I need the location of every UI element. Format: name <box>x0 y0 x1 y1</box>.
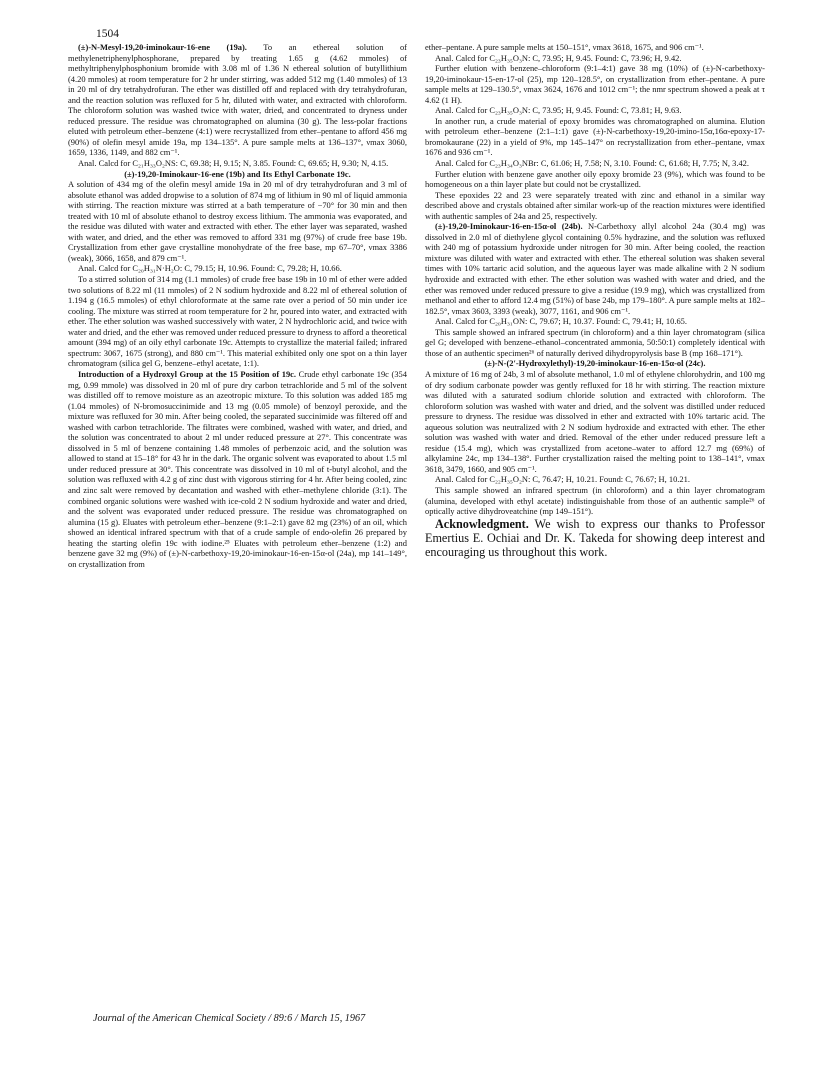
paragraph <box>425 316 765 327</box>
paragraph <box>68 179 407 263</box>
paragraph-text: To a stirred solution of 314 mg (1.1 mmoles) of crude free base 19b in 10 ml of ether were added two solutions of 8.22 ml (11 mmoles) of 2 N sodium hydroxide and 8.22 ml of ethereal solution of 1.194 g (16.5 mmoles) of ethyl chloroformate at the same rate over a period of 50 min under ice cooling. The mixture was stirred at room temperature for 2 hr, poured into water, and extracted with ether. The ether solution was washed successively with water, 2 N hydrochloric acid, and twice with water and dried, and the ether was removed under reduced pressure to dryness to afford a theoretical amount (394 mg) of an oily ethyl carbonate 19c. Attempts to crystallize the material failed; infrared spectrum: 3067, 1675 (strong), and 880 cm⁻¹. This material exhibited only one spot on a thin layer chromatogram (silica gel G, benzene–ethyl acetate, 1:1). <box>68 274 407 369</box>
paragraph <box>425 116 765 158</box>
paragraph <box>68 369 407 569</box>
paragraph-text: Anal. Calcd for C₂₂H₃₅O₂N: C, 76.47; H, 10.21. Found: C, 76.67; H, 10.21. <box>435 474 690 485</box>
paragraph-text: Anal. Calcd for C₂₀H₃₁ON: C, 79.67; H, 10.37. Found: C, 79.41; H, 10.65. <box>435 316 687 327</box>
paragraph <box>425 42 765 53</box>
paragraph-heading: Introduction of a Hydroxyl Group at the 15 Position of 19c. <box>78 368 297 379</box>
paragraph <box>68 42 407 158</box>
paragraph-text: Further elution with benzene–chloroform (9:1–4:1) gave 38 mg (10%) of (±)-N-carbethoxy-19,20-iminokaur-15-en-17-ol (25), mp 120–128.5°, on crystallization from ether–pentane. A pure sample melts at 129–130.5°, νmax 3624, 1676 and 1012 cm⁻¹; the nmr spectrum showed a peak at τ 4.62 (1 H). <box>425 63 765 105</box>
paragraph-text: N-Carbethoxy allyl alcohol 24a (30.4 mg) was dissolved in 2.0 ml of diethylene glycol containing 0.5% hydrazine, and the solution was refluxed with 240 mg of potassium hydroxide under nitrogen for 30 min. After being cooled, the reaction mixture was diluted with water and extracted with ether. The ethereal solution was shaken several times with 10% tartaric acid solution, and the aqueous layer was made alkaline with 2 N sodium hydroxide and extracted with ether. The ether solution was washed with water and dried, and the ether was removed under reduced pressure to give a residue (19.9 mg), which was crystallized from methanol and ether to afford 12.4 mg (51%) of base 24b, mp 179–180°. A pure sample melts at 182–182.5°, νmax 3603, 3393 (weak), 3077, 1161, and 906 cm⁻¹. <box>425 221 766 316</box>
paragraph-heading: (±)-19,20-Iminokaur-16-ene (19b) and Its Ethyl Carbonate 19c. <box>124 168 351 179</box>
paragraph-text: A mixture of 16 mg of 24b, 3 ml of absolute methanol, 1.0 ml of ethylene chlorohydrin, and 100 mg of dry sodium carbonate powder was gently refluxed for 18 hr with stirring. The reaction mixture was diluted with a saturated sodium chloride solution and extracted with chloroform. The chloroform solution was washed with water and dried, and the solvent was distilled under reduced pressure to dryness. The residue was dissolved in ether and extracted with 10% tartaric acid. The aqueous solution was neutralized with 2 N sodium hydroxide and extracted with ether. The ether solution was washed with water and dried. Removal of the ether under reduced pressure left a residue (15.4 mg), which was crystallized from acetone–water to afford 12.7 mg (69%) of alkylamine 24c, mp 134–138°. Further crystallization raised the melting point to 138–141°, νmax 3618, 3479, 1660, and 905 cm⁻¹. <box>425 368 765 474</box>
paragraph <box>425 53 765 64</box>
paragraph <box>425 158 765 169</box>
paragraph-text: These epoxides 22 and 23 were separately treated with zinc and ethanol in a similar way described above and crystals obtained after similar work-up of the reaction mixtures were identified with authentic samples of 24a and 25, respectively. <box>425 189 765 221</box>
paragraph-text: Anal. Calcd for C₂₃H₃₅O₃N: C, 73.95; H, 9.45. Found: C, 73.81; H, 9.63. <box>435 105 682 116</box>
paragraph-text: Anal. Calcd for C₂₁H₃₃O₂NS: C, 69.38; H, 9.15; N, 3.85. Found: C, 69.65; H, 9.30; N, 4.15. <box>78 158 389 169</box>
paragraph <box>425 169 765 190</box>
paragraph <box>425 190 765 222</box>
paragraph-text: In another run, a crude material of epoxy bromides was chromatographed on alumina. Elution with petroleum ether–benzene (2:1–1:1) gave (±)-N-carbethoxy-19,20-imino-15α,16α-epoxy-17-bromokaurane (22) in a yield of 9%, mp 145–147° on recrystallization from ether–pentane, νmax 1676 and 936 cm⁻¹. <box>425 115 765 158</box>
paragraph-text: A solution of 434 mg of the olefin mesyl amide 19a in 20 ml of dry tetrahydrofuran and 3 ml of absolute ethanol was added dropwise to a solution of 874 mg of lithium in 90 ml of liquid ammonia with stirring. The reaction mixture was stirred at a bath temperature of −70° for 30 min and then treated with 10 ml of absolute ethanol to destroy excess lithium. The ammonia was evaporated, and the residue was diluted with water and extracted with ether. The ether layer was separated, washed with water, and dried, and the ether was removed to afford 331 mg (97%) of crude free base 19b. Crystallization from ether gave crystalline monohydrate of the free base, mp 67–70°, νmax 3386 (weak), 3066, 1658, and 879 cm⁻¹. <box>68 179 407 263</box>
paragraph-text: This sample showed an infrared spectrum (in chloroform) and a thin layer chromatogram (alumina, developed with ethyl acetate) indistinguishable from those of an authentic sample²⁶ of optically active dihydroveatchine (mp 149–151°). <box>425 484 765 517</box>
paragraph <box>68 274 407 369</box>
paragraph <box>425 105 765 116</box>
left-column <box>68 42 407 569</box>
paragraph-text: Anal. Calcd for C₂₃H₃₄O₃NBr: C, 61.06; H, 7.58; N, 3.10. Found: C, 61.68; H, 7.75; N, 3.42. <box>435 158 750 169</box>
paragraph-text: Crude ethyl carbonate 19c (354 mg, 0.99 mmole) was dissolved in 20 ml of pure dry carbon tetrachloride and 5 ml of the solvent was distilled off to remove moisture as an azeotropic mixture. To this solution was added 185 mg (1.04 mmoles) of N-bromosuccinimide and 13 mg (0.05 mmole) of benzoyl peroxide, and the mixture was refluxed for 30 min. After being cooled, the separated succinimide was filtered off and washed with carbon tetrachloride. The filtrates were combined, washed with water, and dried, and the solution was concentrated to about 2 ml under reduced pressure at 27°. This concentrate was dissolved in 5 ml of benzene containing 1.48 mmoles of perbenzoic acid, and the solution was allowed to stand at 15–18° for 43 hr in the dark. The organic solvent was evaporated to about 1.5 ml under reduced pressure at 30°. This concentrate was dissolved in 10 ml of t-butyl alcohol, and the solution was refluxed with 4.2 g of zinc dust with vigorous stirring for 4 hr. After being cooled, zinc and zinc salt were removed by decantation and washed with ether–methylene chloride (3:1). The combined organic solutions were washed with ice-cold 2 N sodium hydroxide and water and dried, and the solvent was evaporated under reduced pressure. The residue was chromatographed on alumina (15 g). Eluates with petroleum ether–benzene (9:1–2:1) gave 82 mg (23%) of an oil, which showed an identical infrared spectrum with that of a crude sample of endo-olefin 26 prepared by heating the starting olefin 19c with iodine.²⁵ Eluates with petroleum ether–benzene (1:2) and benzene gave 32 mg (9%) of (±)-N-carbethoxy-19,20-iminokaur-16-en-15α-ol (24a), mp 141–149°, on crystallization from <box>68 368 407 569</box>
paragraph-text: Further elution with benzene gave another oily epoxy bromide 23 (9%), which was found to be homogeneous on a thin layer plate but could not be crystallized. <box>425 168 765 190</box>
paragraph-text: To an ethereal solution of methylenetriphenylphosphorane, prepared by treating 1.65 g (4.62 mmoles) of methyltriphenylphosphonium bromide with 3.08 ml of 1.36 N ethereal solution of butyllithium (4.20 mmoles) at room temperature for 2 hr under stirring, was added 512 mg (1.40 mmoles) of 13 in 20 ml of dry tetrahydrofuran. The ether was distilled off and replaced with dry tetrahydrofuran, and the reaction solution was refluxed for 5 hr, diluted with water, and extracted with chloroform. The chloroform solution was washed twice with water, dried, and concentrated to dryness under reduced pressure. The residue was chromatographed on alumina (30 g). The less-polar fractions eluted with petroleum ether–benzene (4:1) were recrystallized from ether–pentane to afford 456 mg (90%) of olefin mesyl amide 19a, mp 134–135°. A pure sample melts at 136–137°, νmax 3060, 1659, 1336, 1149, and 882 cm⁻¹. <box>68 42 407 158</box>
paragraph-text: Anal. Calcd for C₂₃H₃₅O₃N: C, 73.95; H, 9.45. Found: C, 73.96; H, 9.42. <box>435 52 682 63</box>
acknowledgment <box>425 517 765 559</box>
paragraph <box>68 263 407 274</box>
paragraph <box>425 63 765 105</box>
paragraph-heading: (±)-N-(2′-Hydroxylethyl)-19,20-iminokaur-16-en-15α-ol (24c). <box>484 358 706 369</box>
paragraph-text: ether–pentane. A pure sample melts at 150–151°, νmax 3618, 1675, and 906 cm⁻¹. <box>425 42 704 52</box>
acknowledgment-text: We wish to express our thanks to Professor Emertius E. Ochiai and Dr. K. Takeda for showing deep interest and encouraging us throughout this work. <box>425 516 765 559</box>
paragraph-heading: (±)-N-Mesyl-19,20-iminokaur-16-ene (19a). <box>78 42 247 52</box>
paragraph-text: Anal. Calcd for C₂₀H₃₁N·H₂O: C, 79.15; H, 10.96. Found: C, 79.28; H, 10.66. <box>78 263 342 274</box>
journal-footer: Journal of the American Chemical Society / 89:6 / March 15, 1967 <box>93 1013 366 1024</box>
paragraph <box>425 485 765 517</box>
paragraph <box>425 358 765 369</box>
right-column <box>425 42 765 559</box>
paragraph <box>425 474 765 485</box>
paragraph <box>425 327 765 359</box>
paragraph-text: This sample showed an infrared spectrum (in chloroform) and a thin layer chromatogram (silica gel G; developed with benzene–ethanol–concentrated ammonia, 50:50:1) completely identical with those of an authentic specimen²⁶ of naturally derived dihydropyrolysis base B (mp 168–171°). <box>425 326 765 358</box>
paragraph <box>425 369 765 474</box>
page-number: 1504 <box>96 28 119 40</box>
acknowledgment-heading: Acknowledgment. <box>435 516 529 531</box>
paragraph-heading: (±)-19,20-Iminokaur-16-en-15α-ol (24b). <box>435 221 583 232</box>
paragraph <box>68 158 407 169</box>
right-column-paragraphs <box>425 42 765 517</box>
paragraph <box>425 221 765 316</box>
paragraph <box>68 169 407 180</box>
